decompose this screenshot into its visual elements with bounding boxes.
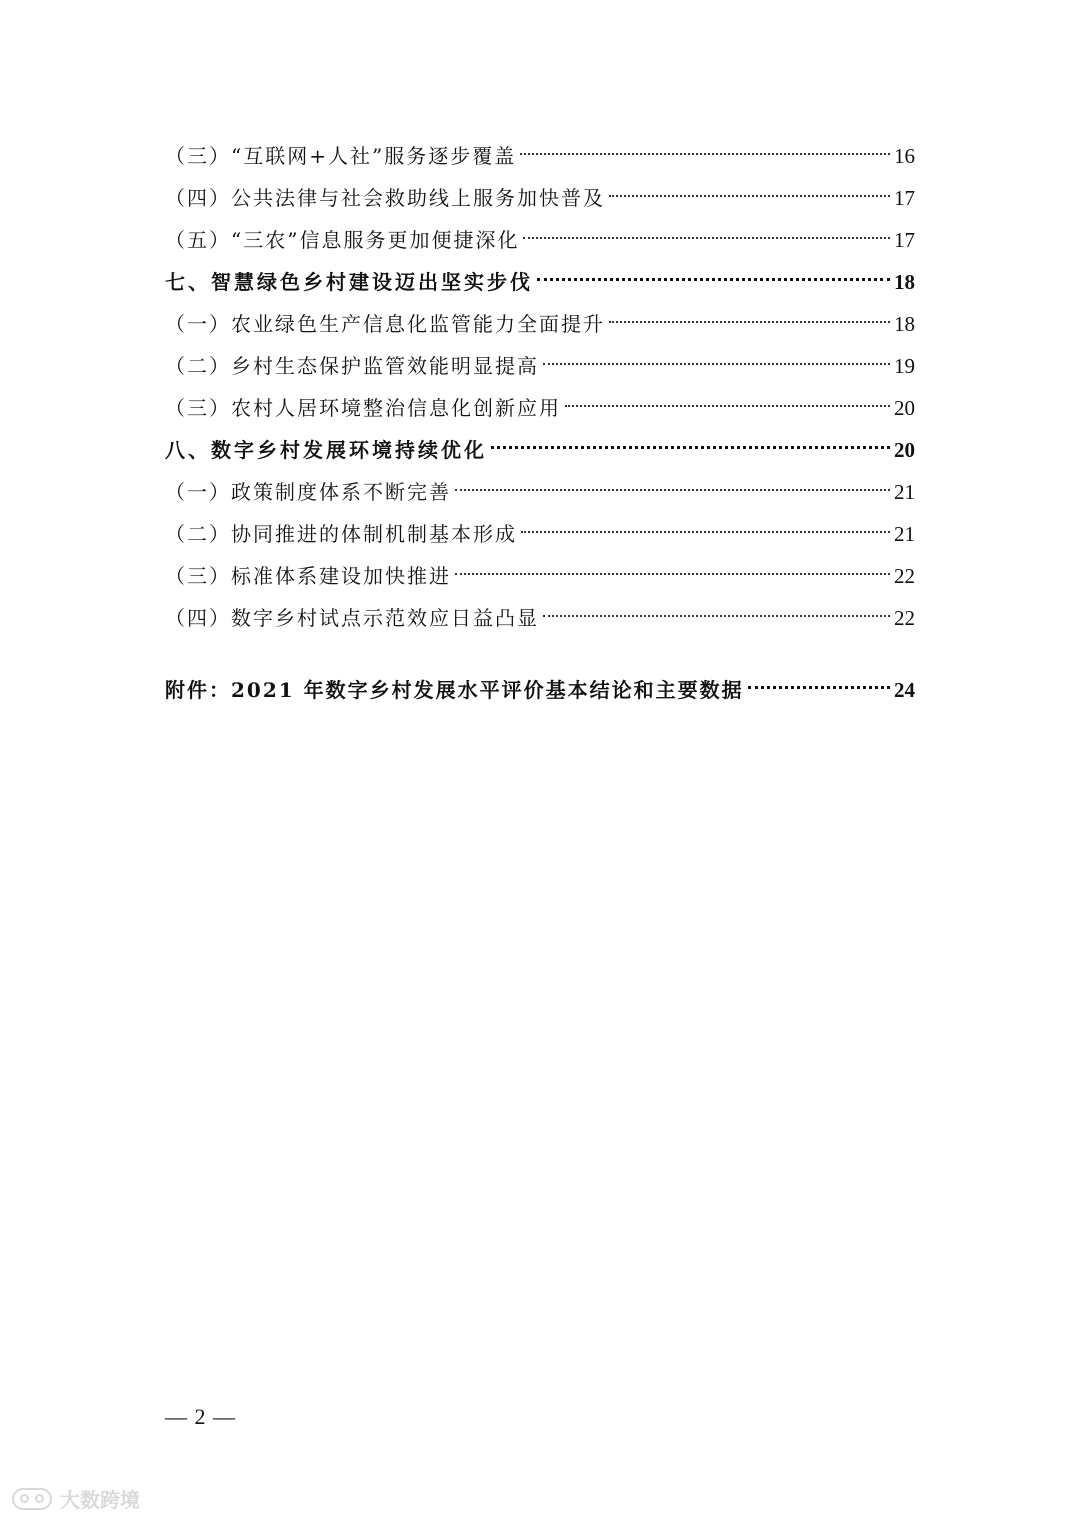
toc-entry-page: 18: [894, 270, 915, 294]
toc-list: [165, 135, 915, 639]
dot-leader: [609, 321, 890, 323]
toc-entry-label: （三）农村人居环境整治信息化创新应用: [165, 396, 561, 420]
toc-section-entry[interactable]: [165, 387, 915, 429]
toc-section-entry[interactable]: [165, 177, 915, 219]
watermark-text: 大数跨境: [60, 1488, 140, 1512]
toc-entry-page: 24: [894, 678, 915, 702]
toc-entry-page: 20: [894, 438, 915, 462]
toc-entry-label: （五）“三农”信息服务更加便捷深化: [165, 228, 520, 252]
toc-entry-page: 20: [894, 396, 915, 420]
toc-entry-label: 八、数字乡村发展环境持续优化: [165, 438, 487, 462]
dot-leader: [609, 195, 890, 197]
watermark: [12, 1484, 140, 1513]
toc-section-entry[interactable]: [165, 513, 915, 555]
toc-entry-label: （二）乡村生态保护监管效能明显提高: [165, 354, 539, 378]
toc-section-entry[interactable]: [165, 135, 915, 177]
toc-entry-page: 16: [894, 144, 915, 168]
toc-section-entry[interactable]: [165, 471, 915, 513]
toc-entry-label: （四）数字乡村试点示范效应日益凸显: [165, 606, 539, 630]
toc-entry-page: 18: [894, 312, 915, 336]
toc-entry-page: 17: [894, 186, 915, 210]
dot-leader: [523, 237, 890, 239]
toc-appendix-entry[interactable]: [165, 669, 915, 711]
dot-leader: [543, 363, 890, 365]
toc-section-entry[interactable]: [165, 219, 915, 261]
dot-leader: [521, 531, 890, 533]
toc-entry-label: 七、智慧绿色乡村建设迈出坚实步伐: [165, 270, 533, 294]
toc-entry-label: （一）政策制度体系不断完善: [165, 480, 451, 504]
toc-section-entry[interactable]: [165, 597, 915, 639]
toc-entry-page: 19: [894, 354, 915, 378]
toc-section-entry[interactable]: [165, 303, 915, 345]
toc-entry-label: （三）标准体系建设加快推进: [165, 564, 451, 588]
dot-leader: [455, 489, 890, 491]
toc-entry-label: （四）公共法律与社会救助线上服务加快普及: [165, 186, 605, 210]
table-of-contents: [165, 135, 915, 711]
page-number: — 2 —: [165, 1404, 236, 1429]
dot-leader: [748, 686, 890, 689]
toc-entry-label: 附件：2021 年数字乡村发展水平评价基本结论和主要数据: [165, 678, 744, 702]
toc-chapter-entry[interactable]: [165, 429, 915, 471]
toc-entry-page: 22: [894, 606, 915, 630]
dot-leader: [565, 405, 890, 407]
logo-icon: [12, 1488, 52, 1510]
dot-leader: [491, 446, 890, 449]
toc-entry-page: 17: [894, 228, 915, 252]
toc-entry-page: 21: [894, 480, 915, 504]
toc-entry-label: （二）协同推进的体制机制基本形成: [165, 522, 517, 546]
dot-leader: [543, 615, 890, 617]
toc-entry-label: （一）农业绿色生产信息化监管能力全面提升: [165, 312, 605, 336]
toc-entry-page: 22: [894, 564, 915, 588]
toc-entry-page: 21: [894, 522, 915, 546]
toc-chapter-entry[interactable]: [165, 261, 915, 303]
toc-section-entry[interactable]: [165, 345, 915, 387]
dot-leader: [520, 153, 890, 155]
dot-leader: [537, 278, 890, 281]
dot-leader: [455, 573, 890, 575]
toc-section-entry[interactable]: [165, 555, 915, 597]
toc-entry-label: （三）“互联网+人社”服务逐步覆盖: [165, 144, 517, 168]
